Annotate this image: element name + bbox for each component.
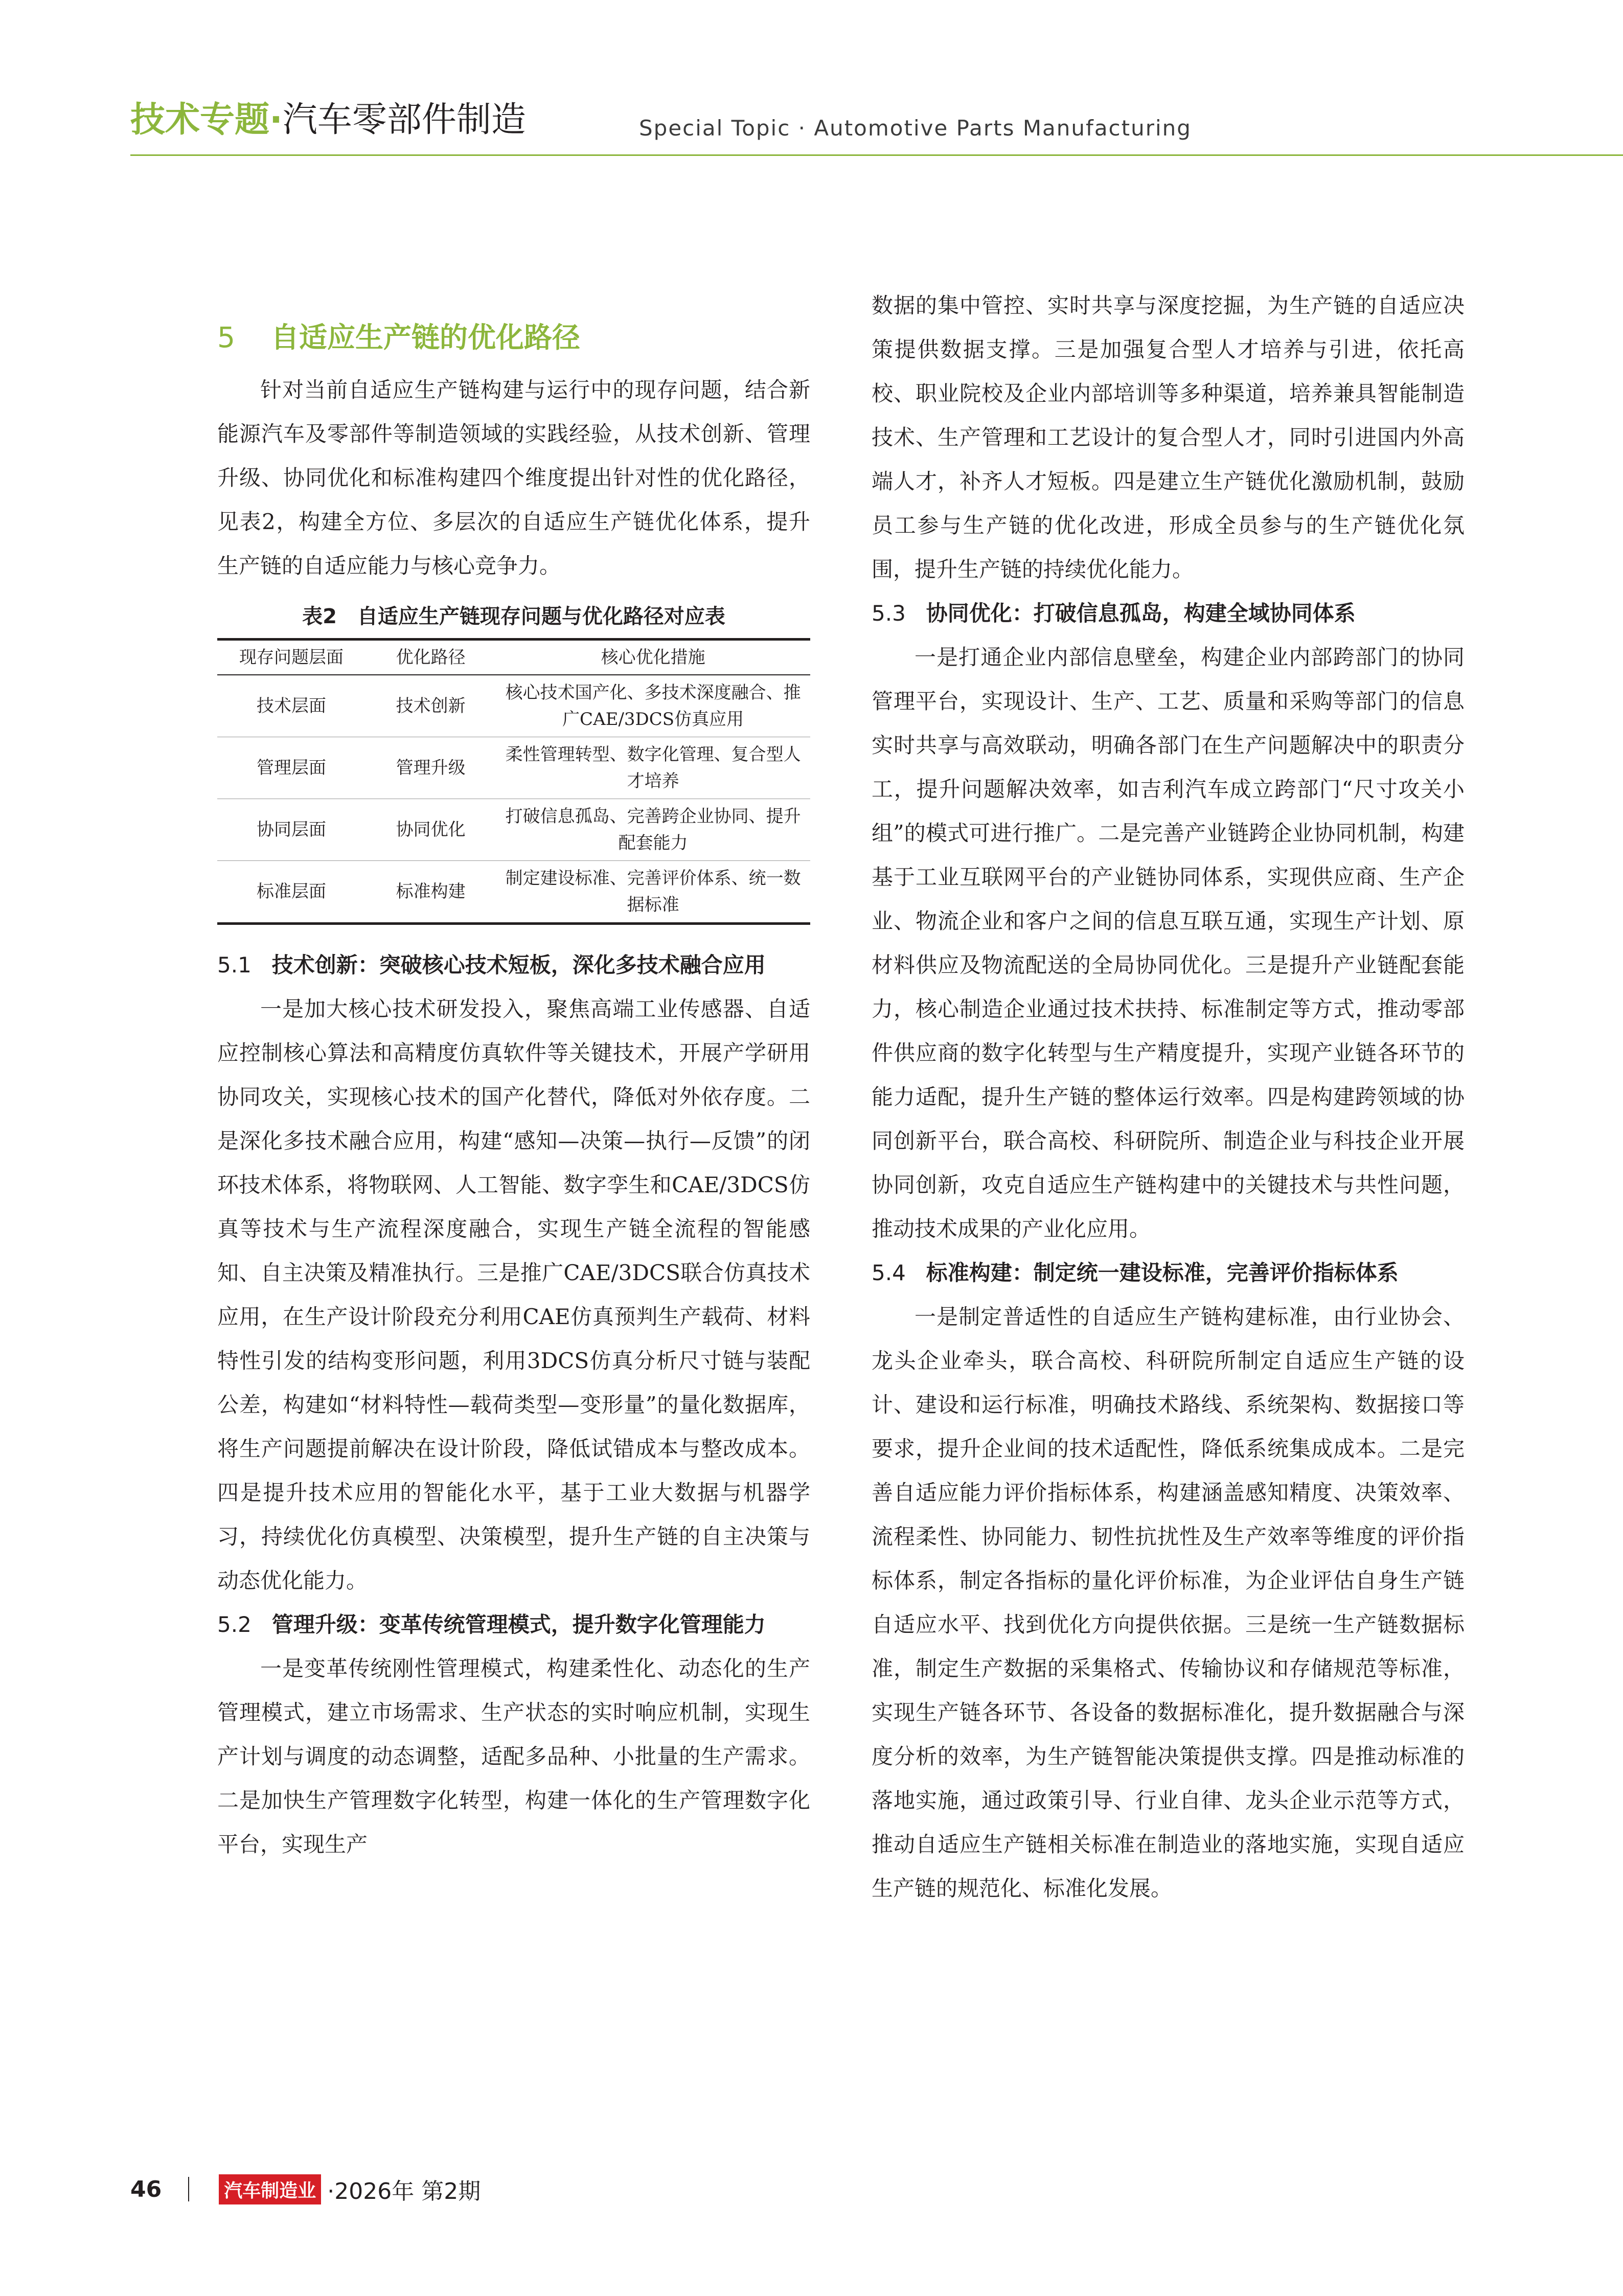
subsection-5-2-title (217, 1603, 810, 1647)
table-row (217, 675, 810, 737)
table-row (217, 737, 810, 799)
page-footer (130, 2173, 481, 2209)
left-column (217, 312, 810, 1867)
table-cell: 管理升级 (365, 737, 496, 799)
header-topic: 技术专题 (130, 100, 270, 140)
subsection-number: 5.1 (217, 952, 252, 977)
table-header-row (217, 640, 810, 675)
table-header-cell: 优化路径 (365, 640, 496, 675)
optimization-table (217, 638, 810, 925)
subsection-5-3-paragraph: 一是打通企业内部信息壁垒，构建企业内部跨部门的协同管理平台，实现设计、生产、工艺、质量和采购等部门的信息实时共享与高效联动，明确各部门在生产问题解决中的职责分工，提升问题解决效率，如吉利汽车成立跨部门“尺寸攻关小组”的模式可进行推广。二是完善产业链跨企业协同机制，构建基于工业互联网平台的产业链协同体系，实现供应商、生产企业、物流企业和客户之间的信息互联互通，实现生产计划、原材料供应及物流配送的全局协同优化。三是提升产业链配套能力，核心制造企业通过技术扶持、标准制定等方式，推动零部件供应商的数字化转型与生产精度提升，实现产业链各环节的能力适配，提升生产链的整体运行效率。四是构建跨领域的协同创新平台，联合高校、科研院所、制造企业与科技企业开展协同创新，攻克自适应生产链构建中的关键技术与共性问题，推动技术成果的产业化应用。 (872, 645, 1465, 1241)
header-subject: 汽车零部件制造 (282, 100, 526, 140)
table-cell: 技术层面 (217, 675, 365, 737)
subsection-5-2-continued: 数据的集中管控、实时共享与深度挖掘，为生产链的自适应决策提供数据支撑。三是加强复合型人才培养与引进，依托高校、职业院校及企业内部培训等多种渠道，培养兼具智能制造技术、生产管理和工艺设计的复合型人才，同时引进国内外高端人才，补齐人才短板。四是建立生产链优化激励机制，鼓励员工参与生产链的优化改进，形成全员参与的生产链优化氛围，提升生产链的持续优化能力。 (872, 293, 1465, 582)
header-dot: · (269, 100, 283, 140)
table-header-cell: 现存问题层面 (217, 640, 365, 675)
section-title (217, 312, 810, 363)
subsection-5-3-title (872, 592, 1465, 635)
subsection-title-text: 管理升级：变革传统管理模式，提升数字化管理能力 (271, 1612, 766, 1637)
subsection-title-text: 技术创新：突破核心技术短板，深化多技术融合应用 (271, 952, 766, 977)
section-number: 5 (217, 321, 235, 354)
table-cell: 柔性管理转型、数字化管理、复合型人才培养 (496, 737, 810, 799)
table-cell: 核心技术国产化、多技术深度融合、推广CAE/3DCS仿真应用 (496, 675, 810, 737)
subsection-5-1-paragraph: 一是加大核心技术研发投入，聚焦高端工业传感器、自适应控制核心算法和高精度仿真软件等关键技术，开展产学研用协同攻关，实现核心技术的国产化替代，降低对外依存度。二是深化多技术融合应用，构建“感知—决策—执行—反馈”的闭环技术体系，将物联网、人工智能、数字孪生和CAE/3DCS仿真等技术与生产流程深度融合，实现生产链全流程的智能感知、自主决策及精准执行。三是推广CAE/3DCS联合仿真技术应用，在生产设计阶段充分利用CAE仿真预判生产载荷、材料特性引发的结构变形问题，利用3DCS仿真分析尺寸链与装配公差，构建如“材料特性—载荷类型—变形量”的量化数据库，将生产问题提前解决在设计阶段，降低试错成本与整改成本。四是提升技术应用的智能化水平，基于工业大数据与机器学习，持续优化仿真模型、决策模型，提升生产链的自主决策与动态优化能力。 (217, 996, 810, 1593)
table-cell: 标准构建 (365, 861, 496, 924)
header-rule (130, 154, 1623, 156)
table-row (217, 861, 810, 924)
right-column (872, 284, 1465, 1911)
subsection-5-4-paragraph: 一是制定普适性的自适应生产链构建标准，由行业协会、龙头企业牵头，联合高校、科研院所制定自适应生产链的设计、建设和运行标准，明确技术路线、系统架构、数据接口等要求，提升企业间的技术适配性，降低系统集成成本。二是完善自适应能力评价指标体系，构建涵盖感知精度、决策效率、流程柔性、协同能力、韧性抗扰性及生产效率等维度的评价指标体系，制定各指标的量化评价标准，为企业评估自身生产链自适应水平、找到优化方向提供依据。三是统一生产链数据标准，制定生产数据的采集格式、传输协议和存储规范等标准，实现生产链各环节、各设备的数据标准化，提升数据融合与深度分析的效率，为生产链智能决策提供支撑。四是推动标准的落地实施，通过政策引导、行业自律、龙头企业示范等方式，推动自适应生产链相关标准在制造业的落地实施，实现自适应生产链的规范化、标准化发展。 (872, 1304, 1465, 1901)
magazine-logo: 汽车制造业 (219, 2174, 321, 2204)
footer-separator (188, 2177, 189, 2201)
table-cell: 技术创新 (365, 675, 496, 737)
subsection-number: 5.3 (872, 601, 906, 626)
header-english-title: Special Topic · Automotive Parts Manufacturing (639, 116, 1192, 141)
table-cell: 协同层面 (217, 799, 365, 861)
subsection-5-1-title (217, 943, 810, 987)
subsection-5-2-paragraph: 一是变革传统刚性管理模式，构建柔性化、动态化的生产管理模式，建立市场需求、生产状态的实时响应机制，实现生产计划与调度的动态调整，适配多品种、小批量的生产需求。二是加快生产管理数字化转型，构建一体化的生产管理数字化平台，实现生产 (217, 1656, 810, 1857)
subsection-title-text: 标准构建：制定统一建设标准，完善评价指标体系 (926, 1260, 1399, 1285)
subsection-title-text: 协同优化：打破信息孤岛，构建全域协同体系 (926, 601, 1356, 626)
table-cell: 管理层面 (217, 737, 365, 799)
section-title-text: 自适应生产链的优化路径 (271, 321, 581, 354)
table-cell: 协同优化 (365, 799, 496, 861)
table-caption: 表2 自适应生产链现存问题与优化路径对应表 (302, 605, 725, 628)
table-block (217, 597, 810, 925)
subsection-number: 5.2 (217, 1612, 252, 1637)
page-header (130, 97, 1623, 164)
subsection-number: 5.4 (872, 1260, 906, 1285)
table-row (217, 799, 810, 861)
table-cell: 打破信息孤岛、完善跨企业协同、提升配套能力 (496, 799, 810, 861)
intro-paragraph: 针对当前自适应生产链构建与运行中的现存问题，结合新能源汽车及零部件等制造领域的实践经验，从技术创新、管理升级、协同优化和标准构建四个维度提出针对性的优化路径，见表2，构建全方位、多层次的自适应生产链优化体系，提升生产链的自适应能力与核心竞争力。 (217, 377, 810, 578)
table-cell: 标准层面 (217, 861, 365, 924)
subsection-5-4-title (872, 1251, 1465, 1295)
issue-info: ·2026年 第2期 (327, 2178, 481, 2204)
header-chinese-title (130, 97, 526, 143)
table-cell: 制定建设标准、完善评价体系、统一数据标准 (496, 861, 810, 924)
page-number: 46 (130, 2176, 162, 2202)
table-header-cell: 核心优化措施 (496, 640, 810, 675)
